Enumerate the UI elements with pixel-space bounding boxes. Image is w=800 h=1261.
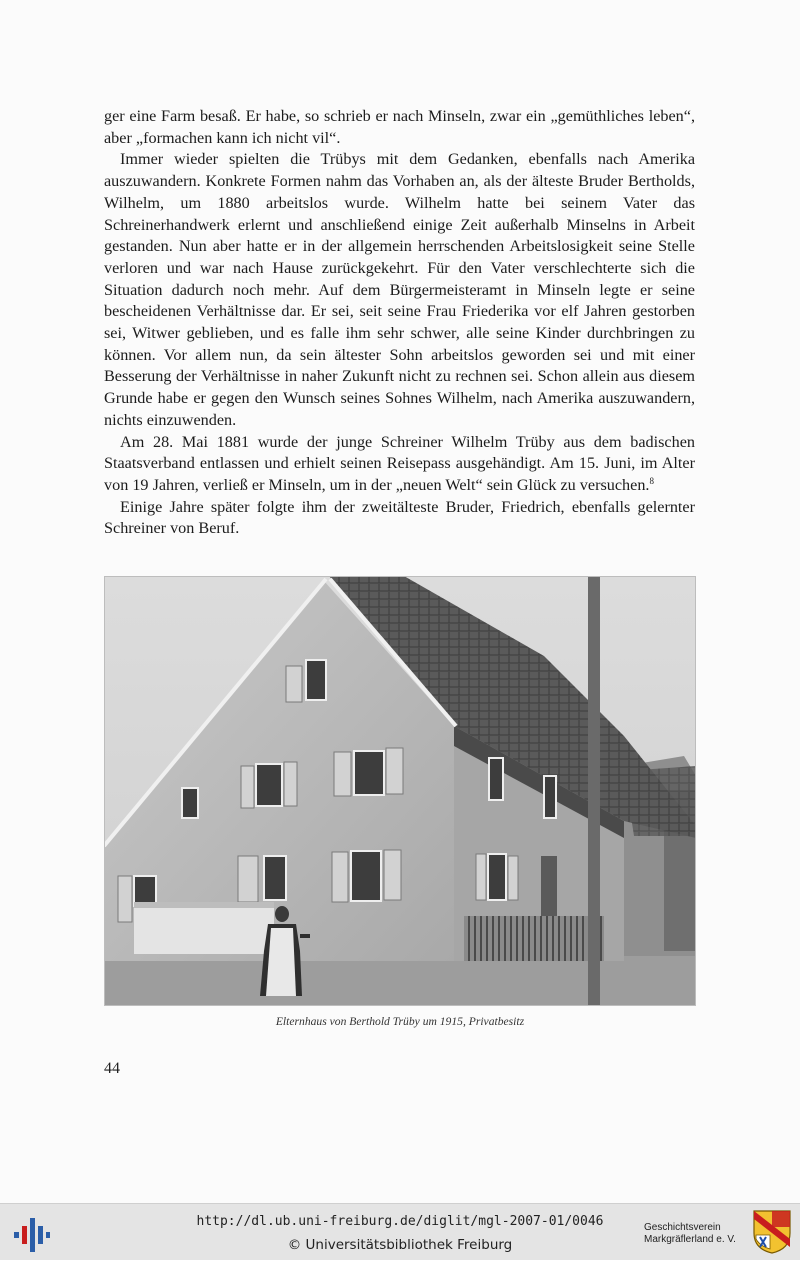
paragraph-3-text: Am 28. Mai 1881 wurde der junge Schreiner Wilhelm Trüby aus dem badischen Staatsverband entlassen und erhielt seinen Reisepass ausgehändigt. Am 15. Juni, im Alter von 19 Jahren, verließ er Minseln, um in der „neuen Welt“ sein Glück zu versuchen. [104, 432, 695, 494]
paragraph-2: Immer wieder spielten die Trübys mit dem Gedanken, ebenfalls nach Amerika auszuwandern. Konkrete Formen nahm das Vorhaben an, als der älteste Bruder Bertholds, Wilhelm, um 1880 arbeitslos wurde. Wilhelm hatte bei seinem Vater das Schreinerhandwerk erlernt und anschließend einige Zeit außerhalb Minselns in Arbeit gestanden. Nun aber hatte er in der allgemein herrschenden Arbeitslosigkeit seine Stelle verloren und war nach Hause zurückgekehrt. Für den Vater verschlechterte sich die Situation dadurch noch mehr. Auf dem Bürgermeisteramt in Minseln legte er seine bescheidenen Verhältnisse dar. Er sei, seit seine Frau Friederika vor elf Jahren gestorben sei, Witwer geblieben, und es falle ihm sehr schwer, alle seine Kinder durchbringen zu können. Vor allem nun, da sein ältester Sohn arbeitslos geworden sei und mit einer Besserung der Verhältnisse in naher Zukunft nicht zu rechnen sei. Schon allein aus diesem Grunde habe er gegen den Wunsch seines Sohnes Wilhelm, nach Amerika auszuwandern, nichts einzuwenden. [104, 150, 695, 429]
paragraph-1: ger eine Farm besaß. Er habe, so schrieb er nach Minseln, zwar ein „gemüthliches leben“, aber „formachen kann ich nicht vil“. [104, 107, 695, 147]
society-name-line-2: Markgräflerland e. V. [644, 1234, 736, 1245]
viewer-footer [0, 1203, 800, 1260]
markgraeflerland-crest-icon[interactable] [752, 1209, 792, 1255]
body-text [104, 106, 695, 540]
footnote-reference: 8 [649, 475, 654, 486]
society-name-line-1: Geschichtsverein [644, 1222, 721, 1233]
document-url-link[interactable]: http://dl.ub.uni-freiburg.de/diglit/mgl-2007-01/0046 [196, 1214, 604, 1229]
house-photograph [104, 576, 696, 1006]
society-name [644, 1222, 752, 1246]
page-number: 44 [104, 1060, 120, 1077]
copyright-text: © Universitätsbibliothek Freiburg [287, 1237, 513, 1253]
paragraph-4: Einige Jahre später folgte ihm der zweitälteste Bruder, Friedrich, ebenfalls gelernter Schreiner von Beruf. [104, 497, 695, 538]
paragraph-3 [104, 432, 695, 497]
photo-caption: Elternhaus von Berthold Trüby um 1915, Privatbesitz [275, 1015, 525, 1028]
house-photo-drawing [104, 576, 696, 1006]
ub-freiburg-logo-icon[interactable] [12, 1212, 52, 1256]
